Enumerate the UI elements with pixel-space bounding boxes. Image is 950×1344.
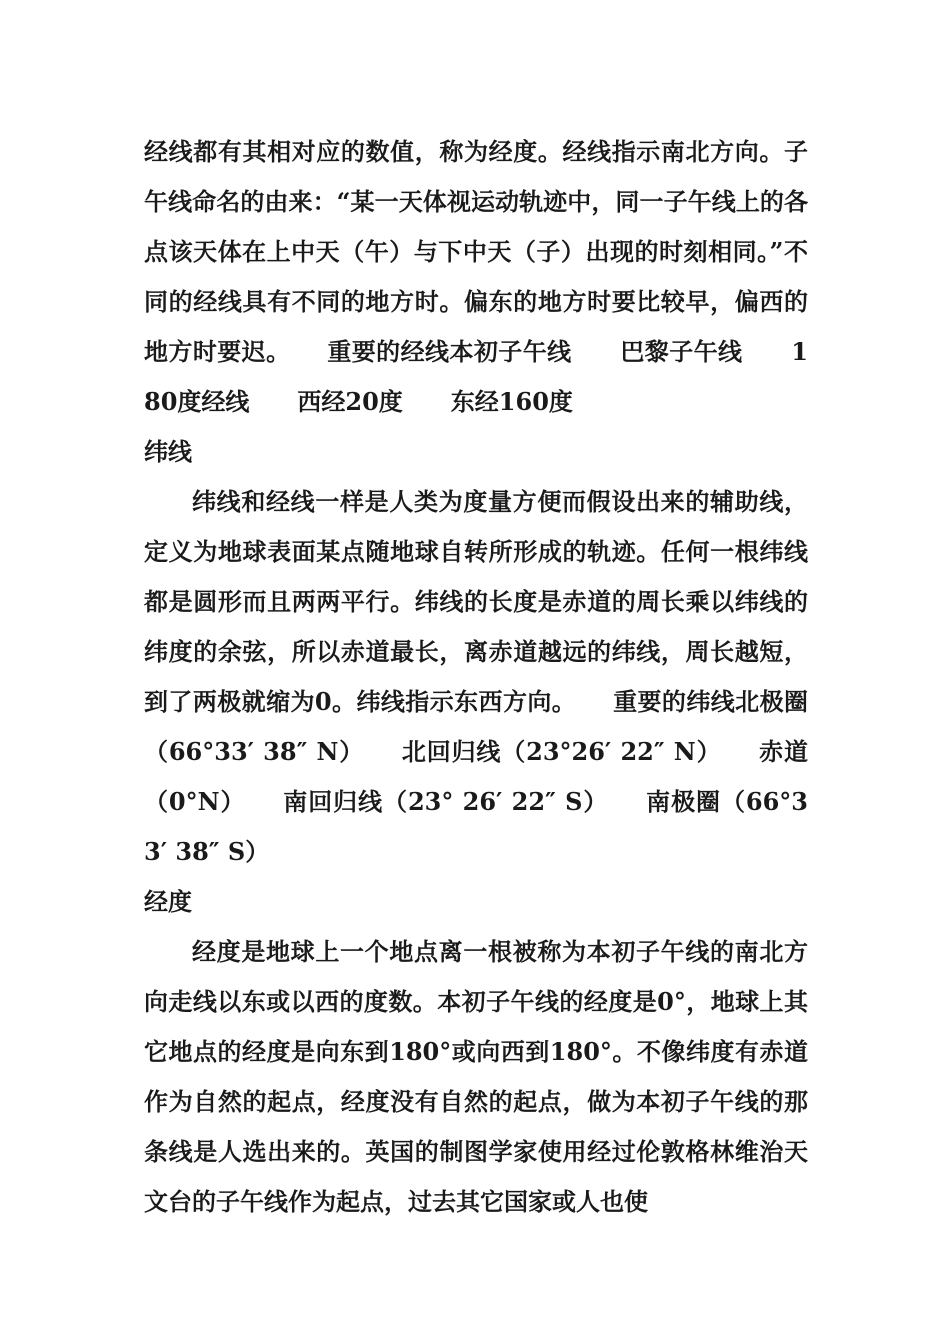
paragraph-latitude-line: 纬线和经线一样是人类为度量方便而假设出来的辅助线，定义为地球表面某点随地球自转所形成的轨迹。任何一根纬线都是圆形而且两两平行。纬线的长度是赤道的周长乘以纬线的纬度的余弦，所以赤道最长，离赤道越远的纬线，周长越短，到了两极就缩为0。纬线指示东西方向。 重要的纬线北极圈（66°33′ 38″ N） 北回归线（23°26′ 22″ N） 赤道（0°N） 南回归线（23° 26′ 22″ S） 南极圈（66°33′ 38″ S） [144,487,808,866]
paragraph-meridian-continued: 经线都有其相对应的数值，称为经度。经线指示南北方向。子午线命名的由来：“某一天体视运动轨迹中，同一子午线上的各点该天体在上中天（午）与下中天（子）出现的时刻相同。”不同的经线具有不同的地方时。偏东的地方时要比较早，偏西的地方时要迟。 重要的经线本初子午线 巴黎子午线 180度经线 西经20度 东经160度 [144,137,808,416]
document-body [144,127,808,1227]
section-heading-longitude: 经度 [144,887,192,916]
paragraph-longitude: 经度是地球上一个地点离一根被称为本初子午线的南北方向走线以东或以西的度数。本初子午线的经度是0°，地球上其它地点的经度是向东到180°或向西到180°。不像纬度有赤道作为自然的起点，经度没有自然的起点，做为本初子午线的那条线是人选出来的。英国的制图学家使用经过伦敦格林维治天文台的子午线作为起点，过去其它国家或人也使 [144,937,808,1216]
section-heading-latitude-line: 纬线 [144,437,192,466]
